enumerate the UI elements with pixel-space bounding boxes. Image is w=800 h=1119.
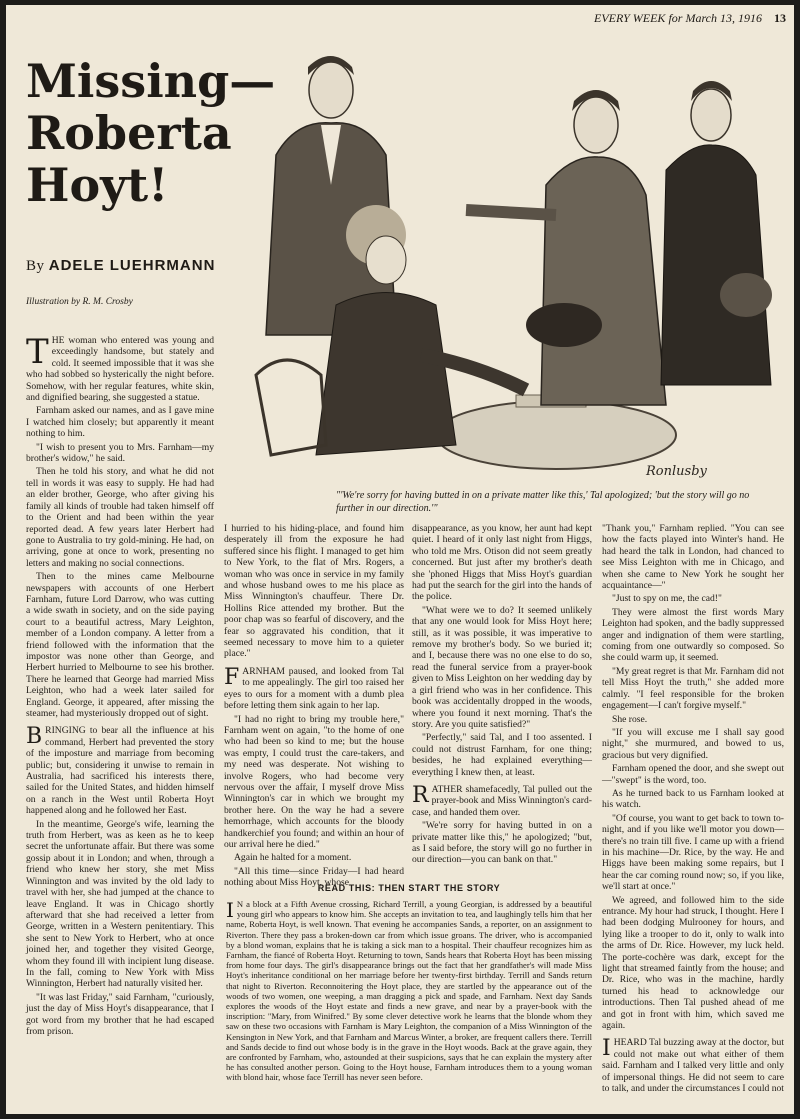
paragraph: Again he halted for a moment. xyxy=(234,852,352,864)
page-header xyxy=(546,11,786,26)
author-name: ADELE LUEHRMANN xyxy=(48,257,216,274)
drop-cap: T xyxy=(26,332,49,372)
synopsis-heading: READ THIS: THEN START THE STORY xyxy=(317,883,501,893)
paragraph: FARNHAM paused, and looked from Tal to me appealingly. The girl too raised her eyes to ours for a moment with a dumb plea before letting them sink again to her lap. xyxy=(224,664,404,712)
paragraph: "All this time—since Friday—I had heard nothing about Miss Hoyt, whose xyxy=(224,865,404,889)
byline xyxy=(26,257,215,275)
drop-cap: B xyxy=(26,724,43,750)
column-2 xyxy=(224,523,404,889)
magazine-page xyxy=(6,5,794,1114)
paragraph: "We're sorry for having butted in on a private matter like this," he apologized; "but, as I said before, the story will go no further in our direction—you can bank on that." xyxy=(412,820,592,866)
paragraph: She rose. xyxy=(612,713,648,725)
paragraph: IHEARD Tal buzzing away at the doctor, but could not make out what either of them said. Farnham and I talked very little and only of impersonal things. He did not seem to care to talk, and under the circumstances I could not xyxy=(602,1036,784,1095)
drop-cap: F xyxy=(224,664,240,690)
synopsis-box xyxy=(226,883,592,1083)
title-line-2: Roberta xyxy=(26,106,232,160)
paragraph: I hurried to his hiding-place, and found him desperately ill from the exposure he had suffered since his flight. I managed to get him to New York, to the flat of Mrs. Rogers, a woman who was once in service in my family and whose husband owes to me his place as Miss Winnington's chauffeur. There Dr. Hollins Rice attended my brother. But the poor chap was so fearful of discovery, and the fear so aggravated his condition, that it seemed necessary to move him to a quieter place." xyxy=(224,523,404,660)
synopsis-body: I N a block at a Fifth Avenue crossing, Richard Terrill, a young Georgian, is addressed by a beautiful young girl who appears to know him. She accepts an invitation to tea, and laughingly tells him that her name, Roberta Hoyt, is well known. That evening he accompanies Sands, a reporter, on an assignment to Riverton. There they pass a broken-down car from which issue groans. The driver, who is accompanied by a blond woman, explains that he is taking a sick man to a hospital. Their chauffeur recognizes him as Farnham, the fiancé of Roberta Hoyt. Returning to town, Sands hears that Roberta Hoyt has been missing from home four days. The girl's disappearance brings out the fact that her grandfather's will made Miss Hoyt's inheritance conditional on her marriage before her twenty-first birthday. Terrill and Sands return that night to Riverton. Reconnoitering the Hoyt place, they are startled by the appearance out of the woods of two women, one weeping, a man dragging a pick and spade, and Farnham. Next day Sands explores the woods of the Hoyt estate and finds a new grave, and near by a prayer-book with the inscription: "Mary, from Winifred." By some clever detective work he learns that the blonde whom they saw on these two occasions with Farnham is Mary Leighton, the companion of a Miss Winnington of the Kensington in New York, and that Farnham and Marcus Winter, a broker, are frequent callers there. Terrill and Sands decide to find out whose body is in the grave in the Hoyt woods. Back at the grave again, they are confronted by Farnham, who, astounded at their suspicions, says that he can explain the mystery after he has consulted another person. Going to the Hoyt house, Farnham introduces them to a young woman with blond hair, whose face Terrill has never seen before. xyxy=(226,898,592,1083)
publication-line: EVERY WEEK for March 13, 1916 xyxy=(594,11,762,25)
drop-cap: I xyxy=(602,1036,611,1062)
story-title xyxy=(26,54,276,212)
column-1 xyxy=(26,332,214,1105)
paragraph: "I wish to present you to Mrs. Farnham—my brother's widow," he said. xyxy=(26,441,214,465)
paragraph: "It was last Friday," said Farnham, "curiously, just the day of Miss Hoyt's disappearance, that I got word from my brother that he had escaped from prison. xyxy=(26,991,214,1037)
story-illustration xyxy=(226,45,786,485)
paragraph: Then to the mines came Melbourne newspapers with accounts of one Herbert Farnham, future Lord Darrow, who was cutting a wide swath in society, and on the side paying court to a beautiful actress, Mary Leighton, member of a London company. A letter from a friend followed with the information that the impostor was none other than George, and Herbert hurried to Melbourne to see his brother. There he learned that George had married Miss Leighton, who had a week later sailed for England. George, it appeared, after missing the steamer, had mysteriously dropped out of sight. xyxy=(26,571,214,719)
paragraph: "I had no right to bring my trouble here," Farnham went on again, "to the home of one who had been so kind to me; but the house was empty, I could trust the care-takers, and my need was desperate. Not wishing to involve Rogers, who had become very nervous over the affair, I myself drove Miss Winnington's car in which we brought my brother here. On the way he had a severe hemorrhage, which accounts for the bloody handkerchief you found; and within an hour of our arrival here he died." xyxy=(224,713,404,850)
column-3 xyxy=(412,523,592,873)
paragraph: Farnham opened the door, and she swept out—"swept" is the word, too. xyxy=(602,763,784,786)
paragraph: "Just to spy on me, the cad!" xyxy=(612,593,722,605)
paragraph: We agreed, and followed him to the side entrance. My hour had struck, I thought. Here I had been dodging Mulrooney for hours, and lying like a trooper to do it, only to walk into the arms of Dr. Rice. However, my luck held. The porte-cochère was dark, except for the light that streamed faintly from the house; and Dr. Rice, who was in the machine, hardly turned his head to acknowledge our introductions. Then Tal pushed ahead of me and got in front with him, which saved me again. xyxy=(602,894,784,1032)
title-line-3: Hoyt! xyxy=(26,158,169,212)
drop-cap: R xyxy=(412,782,429,808)
illustration-caption: "'We're sorry for having butted in on a private matter like this,' Tal apologized; 'but the story will go no further in our direction.'" xyxy=(336,490,750,514)
column-4 xyxy=(602,523,784,1108)
paragraph: "Of course, you want to get back to town to-night, and if you like we'll motor you down—there's no train till five. I came up with a friend in his machine—Dr. Rice, by the way. He and Higgs have been making some repairs, but I hear the car coming round now; so, if you like, we'll start at once." xyxy=(602,812,784,893)
illustration-signature: Ronlusby xyxy=(646,464,707,479)
paragraph: Then he told his story, and what he did not tell in words it was easy to supply. He had had an elder brother, George, who after giving his family all kinds of trouble had taken himself off to the Orient and had been within the year reported dead. A few years later Herbert had gone to Australia to try gold-mining. He had, on arriving, gone at once to work, presenting no letters and making no social connections. xyxy=(26,466,214,569)
paragraph: "My great regret is that Mr. Farnham did not tell Miss Hoyt the truth," she added more calmly. "I feel responsible for the broken engagement—I can't forgive myself." xyxy=(602,665,784,712)
page-number: 13 xyxy=(774,11,786,25)
paragraph: In the meantime, George's wife, learning the truth from Herbert, was as keen as he to keep secret the unfortunate affair. But there was some gossip about it in London; and when, through a friend who knew her story, she met Miss Winnington and was invited by the old lady to travel with her, she had jumped at the chance to leave England. It was in Chicago shortly afterward that she had received a letter from George, written in a Western penitentiary. This she sent to New York to Herbert, who at once joined her, and together they visited George, whom they found ill with incipient lung disease. In the fall, coming to New York with Miss Winnington, Herbert had naturally visited her. xyxy=(26,818,214,990)
paragraph: "If you will excuse me I shall say good night," she murmured, and bowed to us, gracious but very dignified. xyxy=(602,726,784,761)
paragraph: BRINGING to bear all the influence at his command, Herbert had prevented the story of the imposture and marriage from becoming public; but, considering it unwise to remain in Australia, had sacrificed his interests there, sailed for the United States, and hidden himself on a ranch in the West until Roberta Hoyt happened along and he followed her East. xyxy=(26,724,214,817)
paragraph: THE woman who entered was young and exceedingly handsome, but stately and cold. It seemed impossible that it was she who had sobbed so hysterically the night before. Somehow, with her regular features, white skin, and dignified bearing, she suggested a statue. xyxy=(26,332,214,404)
paragraph: "Thank you," Farnham replied. "You can see how the facts played into Winter's hand. He had heard the talk in London, had chanced to see Miss Leighton with me in Chicago, and when she came to New York he sought her acquaintance—" xyxy=(602,523,784,592)
paragraph: "Perfectly," said Tal, and I too assented. I could not distrust Farnham, for one thing; besides, he had explained everything—everything I knew then, at least. xyxy=(412,732,592,778)
paragraph: Farnham asked our names, and as I gave mine I watched him closely; but apparently it meant nothing to him. xyxy=(26,405,214,440)
illustration-credit: Illustration by R. M. Crosby xyxy=(26,297,133,307)
paragraph: RATHER shamefacedly, Tal pulled out the prayer-book and Miss Winnington's card-case, and handed them over. xyxy=(412,782,592,818)
paragraph: disappearance, as you know, her aunt had kept quiet. I heard of it only last night from Higgs, who told me Mrs. Otison did not seem greatly concerned. But just after my brother's death she 'phoned Higgs that Miss Hoyt's guardian had put the search for the girl into the hands of the police. xyxy=(412,523,592,603)
paragraph: As he turned back to us Farnham looked at his watch. xyxy=(602,787,784,811)
byline-prefix: By xyxy=(26,258,45,274)
title-line-1: Missing— xyxy=(26,54,276,108)
paragraph: They were almost the first words Mary Leighton had spoken, and the badly suppressed anger and indignation of them were startling, coming from one outwardly so composed. So she could warm up, it seemed. xyxy=(602,606,784,664)
paragraph: "What were we to do? It seemed unlikely that any one would look for Miss Hoyt here; still, as it was possible, it was imperative to remove my brother's body. So we buried it; and I, because there was no one else to do so, read the funeral service from a prayer-book given to Miss Leighton on her wedding day by a girl friend who was in her confidence. This book was accidentally dropped in the woods, where you found it next morning. That's the story. Are you quite satisfied?" xyxy=(412,604,592,730)
drop-cap: I xyxy=(226,898,234,922)
